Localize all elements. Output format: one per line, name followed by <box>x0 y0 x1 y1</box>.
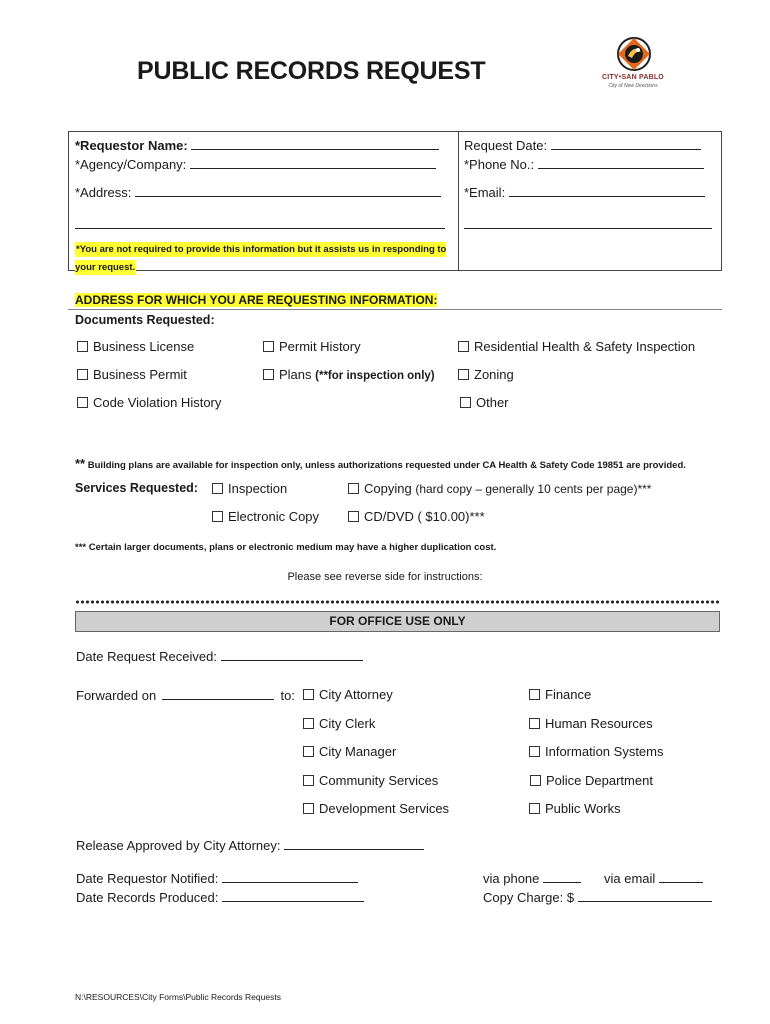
date-received-label: Date Request Received: <box>76 649 217 664</box>
checkbox-icon[interactable] <box>263 369 274 380</box>
city-attorney-label: City Attorney <box>319 687 393 702</box>
community-services-label: Community Services <box>319 773 439 788</box>
permit-history-label: Permit History <box>279 339 361 354</box>
page-title: PUBLIC RECORDS REQUEST <box>137 57 486 85</box>
request-date-label: Request Date: <box>464 138 548 153</box>
checkbox-icon[interactable] <box>460 397 471 408</box>
address-rule[interactable] <box>68 309 722 310</box>
checkbox-public-works[interactable] <box>529 801 621 816</box>
via-email-row <box>604 870 703 886</box>
checkbox-icon[interactable] <box>77 369 88 380</box>
date-received-row <box>76 648 363 664</box>
city-manager-label: City Manager <box>319 744 397 759</box>
police-department-label: Police Department <box>546 773 653 788</box>
requestor-name-row <box>75 137 439 153</box>
agency-label: *Agency/Company: <box>75 157 187 172</box>
city-seal-icon <box>616 36 652 72</box>
other-label: Other <box>476 395 509 410</box>
records-produced-row <box>76 889 364 905</box>
phone-field[interactable] <box>538 156 704 169</box>
checkbox-city-manager[interactable] <box>303 744 396 759</box>
checkbox-icon[interactable] <box>303 775 314 786</box>
copy-charge-field[interactable] <box>578 889 712 902</box>
checkbox-development-services[interactable] <box>303 801 449 816</box>
checkbox-icon[interactable] <box>303 746 314 757</box>
checkbox-inspection[interactable] <box>212 481 287 496</box>
copying-note: (hard copy – generally 10 cents per page)*** <box>415 482 652 496</box>
logo-tagline: City of New Directions <box>608 83 658 89</box>
checkbox-residential-health[interactable] <box>458 339 695 354</box>
address-label: *Address: <box>75 185 132 200</box>
checkbox-icon[interactable] <box>303 803 314 814</box>
city-clerk-label: City Clerk <box>319 716 376 731</box>
documents-heading: Documents Requested: <box>75 313 215 327</box>
requestor-notified-row <box>76 870 358 886</box>
checkbox-cd-dvd[interactable] <box>348 509 485 524</box>
checkbox-icon[interactable] <box>212 511 223 522</box>
request-date-row <box>464 137 701 153</box>
checkbox-icon[interactable] <box>77 341 88 352</box>
records-produced-label: Date Records Produced: <box>76 890 219 905</box>
records-produced-field[interactable] <box>222 889 364 902</box>
checkbox-icon[interactable] <box>348 511 359 522</box>
checkbox-icon[interactable] <box>529 746 540 757</box>
requestor-notified-field[interactable] <box>222 870 358 883</box>
checkbox-business-permit[interactable] <box>77 367 187 382</box>
requestor-name-field[interactable] <box>191 137 439 150</box>
plans-label: Plans <box>279 367 312 382</box>
requestor-notified-label: Date Requestor Notified: <box>76 871 219 886</box>
address-row <box>75 184 441 200</box>
via-email-field[interactable] <box>659 870 703 883</box>
checkbox-city-clerk[interactable] <box>303 716 375 731</box>
copy-charge-label: Copy Charge: $ <box>483 890 575 905</box>
inspection-label: Inspection <box>228 481 288 496</box>
checkbox-finance[interactable] <box>529 687 591 702</box>
checkbox-business-license[interactable] <box>77 339 194 354</box>
address-heading <box>75 293 437 307</box>
services-heading: Services Requested: <box>75 481 198 495</box>
checkbox-icon[interactable] <box>303 689 314 700</box>
email-label: *Email: <box>464 185 506 200</box>
to-label: to: <box>280 688 295 703</box>
checkbox-icon[interactable] <box>458 341 469 352</box>
release-approved-field[interactable] <box>284 837 424 850</box>
email-field-line-2[interactable] <box>464 216 712 229</box>
copying-label: Copying <box>364 481 412 496</box>
cd-dvd-label: CD/DVD ( $10.00)*** <box>364 509 485 524</box>
checkbox-community-services[interactable] <box>303 773 438 788</box>
forwarded-row <box>76 687 295 703</box>
zoning-label: Zoning <box>474 367 514 382</box>
building-note-text: Building plans are available for inspection only, unless authorizations requested under CA Health & Safety Code 19851 are provided. <box>87 460 686 471</box>
email-field[interactable] <box>509 184 705 197</box>
checkbox-icon[interactable] <box>529 803 540 814</box>
phone-label: *Phone No.: <box>464 157 535 172</box>
checkbox-copying[interactable] <box>348 481 651 496</box>
business-license-label: Business License <box>93 339 195 354</box>
plans-note: (**for inspection only) <box>315 370 435 382</box>
checkbox-icon[interactable] <box>303 718 314 729</box>
checkbox-icon[interactable] <box>458 369 469 380</box>
agency-field[interactable] <box>190 156 436 169</box>
checkbox-plans[interactable] <box>263 367 435 382</box>
copy-charge-row <box>483 889 712 905</box>
checkbox-other[interactable] <box>460 395 509 410</box>
reverse-side-note: Please see reverse side for instructions: <box>287 571 483 583</box>
agency-row <box>75 156 436 172</box>
logo-brand: CITY•SAN PABLO <box>602 74 664 81</box>
finance-label: Finance <box>545 687 592 702</box>
release-approved-row <box>76 837 424 853</box>
address-heading-text: ADDRESS FOR WHICH YOU ARE REQUESTING INFORMATION: <box>75 293 438 307</box>
footer-file-path: N:\RESOURCES\City Forms\Public Records Requests <box>75 992 281 1002</box>
forwarded-date-field[interactable] <box>162 687 274 700</box>
via-phone-field[interactable] <box>543 870 581 883</box>
duplication-note: *** Certain larger documents, plans or electronic medium may have a higher duplication cost. <box>75 542 497 553</box>
checkbox-icon[interactable] <box>263 341 274 352</box>
date-received-field[interactable] <box>221 648 363 661</box>
dotted-divider <box>75 600 720 604</box>
optional-info-note <box>75 241 460 277</box>
checkbox-human-resources[interactable] <box>529 716 653 731</box>
forwarded-label: Forwarded on <box>76 688 157 703</box>
checkbox-city-attorney[interactable] <box>303 687 393 702</box>
checkbox-icon[interactable] <box>529 689 540 700</box>
checkbox-icon[interactable] <box>212 483 223 494</box>
checkbox-icon[interactable] <box>530 775 541 786</box>
request-date-field[interactable] <box>551 137 701 150</box>
business-permit-label: Business Permit <box>93 367 187 382</box>
information-systems-label: Information Systems <box>545 744 664 759</box>
checkbox-electronic-copy[interactable] <box>212 509 319 524</box>
requestor-name-label: *Requestor Name: <box>75 138 188 153</box>
email-row <box>464 184 705 200</box>
city-logo <box>598 36 668 92</box>
checkbox-information-systems[interactable] <box>529 744 664 759</box>
development-services-label: Development Services <box>319 801 450 816</box>
electronic-copy-label: Electronic Copy <box>228 509 320 524</box>
office-use-heading: FOR OFFICE USE ONLY <box>75 611 720 632</box>
checkbox-code-violation[interactable] <box>77 395 221 410</box>
release-approved-label: Release Approved by City Attorney: <box>76 838 281 853</box>
code-violation-label: Code Violation History <box>93 395 222 410</box>
human-resources-label: Human Resources <box>545 716 653 731</box>
phone-row <box>464 156 704 172</box>
via-phone-label: via phone <box>483 871 540 886</box>
checkbox-permit-history[interactable] <box>263 339 361 354</box>
optional-info-note-text: *You are not required to provide this information but it assists us in responding to your request. <box>75 244 447 273</box>
building-plans-note <box>75 456 686 471</box>
address-field[interactable] <box>135 184 441 197</box>
checkbox-zoning[interactable] <box>458 367 514 382</box>
building-note-stars: ** <box>75 456 86 471</box>
checkbox-icon[interactable] <box>77 397 88 408</box>
via-email-label: via email <box>604 871 656 886</box>
checkbox-icon[interactable] <box>348 483 359 494</box>
public-works-label: Public Works <box>545 801 621 816</box>
address-field-line-2[interactable] <box>75 216 445 229</box>
checkbox-icon[interactable] <box>529 718 540 729</box>
via-phone-row <box>483 870 581 886</box>
checkbox-police-department[interactable] <box>530 773 653 788</box>
residential-health-label: Residential Health & Safety Inspection <box>474 339 696 354</box>
